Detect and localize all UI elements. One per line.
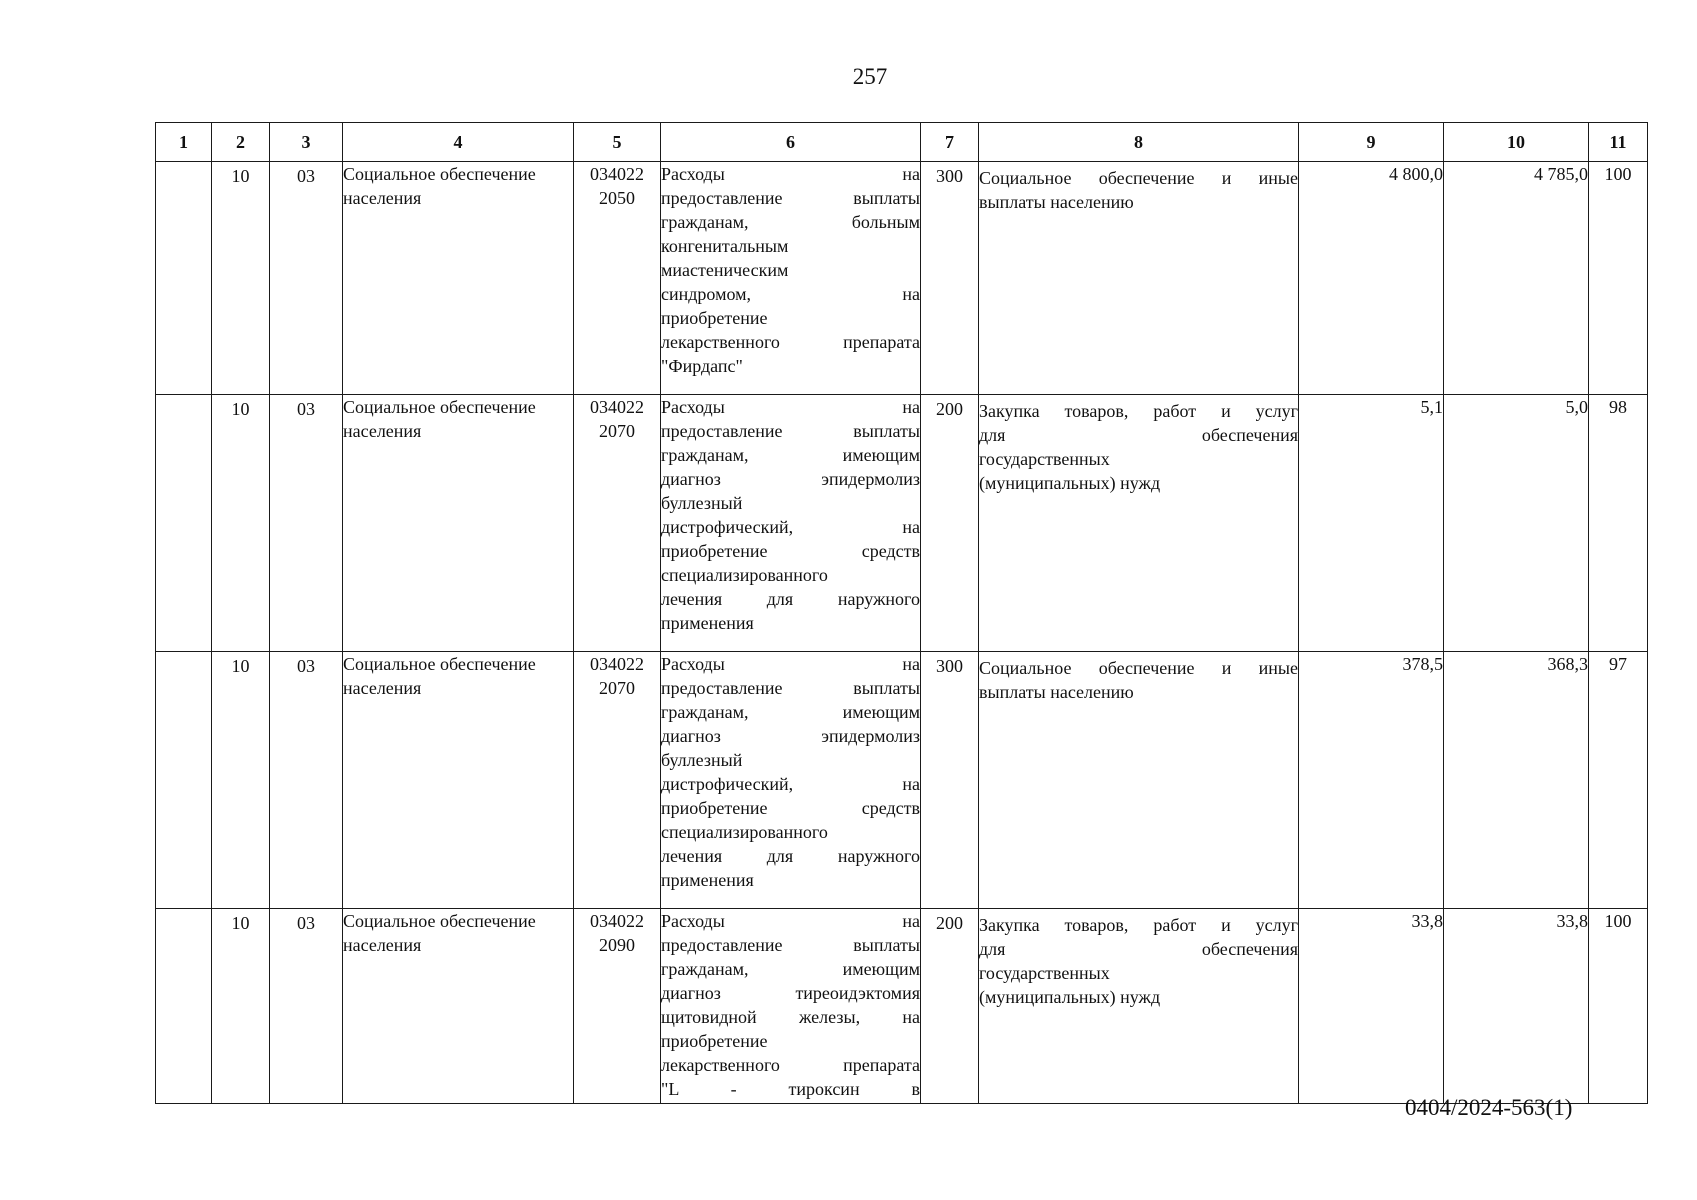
header-cell: 2 <box>212 123 270 162</box>
target-code-part: 2070 <box>599 678 635 698</box>
expense-line: Закупка товаров, работ и услуг <box>979 401 1298 421</box>
table-body <box>156 162 1648 1104</box>
description-line: "Фирдапс" <box>661 356 743 376</box>
cell-col-1 <box>156 909 212 1104</box>
target-code-part: 034022 <box>590 397 644 417</box>
target-code-part: 034022 <box>590 911 644 931</box>
cell-executed-amount: 5,0 <box>1444 395 1589 652</box>
table-row <box>156 395 1648 652</box>
description-line: буллезный <box>661 750 743 770</box>
description-line: специализированного <box>661 565 828 585</box>
expense-line: Закупка товаров, работ и услуг <box>979 915 1298 935</box>
document-code: 0404/2024-563(1) <box>1405 1095 1573 1120</box>
description-line: приобретение <box>661 1031 768 1051</box>
target-code-part: 2070 <box>599 421 635 441</box>
expense-line: (муниципальных) нужд <box>979 473 1161 493</box>
description-line: диагноз тиреоидэктомия <box>661 983 920 1003</box>
description-line: лекарственного препарата <box>661 1055 920 1075</box>
cell-section: 10 <box>212 909 270 1104</box>
budget-table <box>155 122 1648 1104</box>
description-line: гражданам, имеющим <box>661 959 920 979</box>
description-line: Расходы на <box>661 397 920 417</box>
description-line: предоставление выплаты <box>661 188 920 208</box>
cell-expense-type-name <box>979 652 1299 909</box>
description-line: диагноз эпидермолиз <box>661 726 920 746</box>
cell-subsection-name: Социальное обеспечение населения <box>343 162 574 395</box>
description-line: специализированного <box>661 822 828 842</box>
target-code-part: 2090 <box>599 935 635 955</box>
description-line: предоставление выплаты <box>661 421 920 441</box>
description-line: лекарственного препарата <box>661 332 920 352</box>
description-line: Расходы на <box>661 911 920 931</box>
description-line: миастеническим <box>661 260 789 280</box>
cell-planned-amount: 4 800,0 <box>1299 162 1444 395</box>
cell-planned-amount: 33,8 <box>1299 909 1444 1104</box>
cell-section: 10 <box>212 395 270 652</box>
description-line: лечения для наружного <box>661 589 920 609</box>
expense-line: для обеспечения <box>979 939 1298 959</box>
cell-execution-percent: 97 <box>1589 652 1648 909</box>
expense-line: выплаты населению <box>979 192 1134 212</box>
cell-execution-percent: 100 <box>1589 909 1648 1104</box>
cell-section: 10 <box>212 162 270 395</box>
target-code-part: 034022 <box>590 164 644 184</box>
cell-col-1 <box>156 652 212 909</box>
cell-subsection-name: Социальное обеспечение населения <box>343 652 574 909</box>
cell-subsection: 03 <box>270 162 343 395</box>
cell-executed-amount: 33,8 <box>1444 909 1589 1104</box>
cell-subsection: 03 <box>270 909 343 1104</box>
header-cell: 9 <box>1299 123 1444 162</box>
description-line: гражданам, имеющим <box>661 445 920 465</box>
table-row <box>156 909 1648 1104</box>
cell-section: 10 <box>212 652 270 909</box>
cell-subsection: 03 <box>270 395 343 652</box>
expense-line: Социальное обеспечение и иные <box>979 658 1298 678</box>
cell-target-code <box>574 652 661 909</box>
description-line: гражданам, больным <box>661 212 920 232</box>
header-cell: 10 <box>1444 123 1589 162</box>
cell-expense-type: 200 <box>921 909 979 1104</box>
description-line: диагноз эпидермолиз <box>661 469 920 489</box>
header-cell: 6 <box>661 123 921 162</box>
cell-col-1 <box>156 162 212 395</box>
description-line: щитовидной железы, на <box>661 1007 920 1027</box>
cell-subsection: 03 <box>270 652 343 909</box>
description-line: дистрофический, на <box>661 774 920 794</box>
header-row <box>156 123 1648 162</box>
cell-target-code <box>574 909 661 1104</box>
description-line: применения <box>661 870 754 890</box>
target-code-part: 034022 <box>590 654 644 674</box>
description-line: приобретение средств <box>661 541 920 561</box>
cell-planned-amount: 378,5 <box>1299 652 1444 909</box>
description-line: предоставление выплаты <box>661 678 920 698</box>
expense-line: для обеспечения <box>979 425 1298 445</box>
expense-line: государственных <box>979 963 1110 983</box>
cell-target-description <box>661 162 921 395</box>
cell-target-code <box>574 395 661 652</box>
cell-target-description <box>661 652 921 909</box>
cell-target-description <box>661 909 921 1104</box>
header-cell: 5 <box>574 123 661 162</box>
cell-execution-percent: 100 <box>1589 162 1648 395</box>
page-number: 257 <box>852 64 888 89</box>
header-cell: 4 <box>343 123 574 162</box>
expense-line: (муниципальных) нужд <box>979 987 1161 1007</box>
description-line: лечения для наружного <box>661 846 920 866</box>
header-cell: 3 <box>270 123 343 162</box>
description-line: Расходы на <box>661 654 920 674</box>
cell-expense-type-name <box>979 909 1299 1104</box>
cell-expense-type: 300 <box>921 162 979 395</box>
target-code-part: 2050 <box>599 188 635 208</box>
expense-line: выплаты населению <box>979 682 1134 702</box>
description-line: Расходы на <box>661 164 920 184</box>
header-cell: 8 <box>979 123 1299 162</box>
description-line: буллезный <box>661 493 743 513</box>
description-line: приобретение средств <box>661 798 920 818</box>
description-line: предоставление выплаты <box>661 935 920 955</box>
description-line: конгенитальным <box>661 236 789 256</box>
description-line: гражданам, имеющим <box>661 702 920 722</box>
cell-target-code <box>574 162 661 395</box>
description-line: приобретение <box>661 308 768 328</box>
cell-executed-amount: 4 785,0 <box>1444 162 1589 395</box>
cell-planned-amount: 5,1 <box>1299 395 1444 652</box>
cell-col-1 <box>156 395 212 652</box>
expense-line: государственных <box>979 449 1110 469</box>
description-line: синдромом, на <box>661 284 920 304</box>
description-line: дистрофический, на <box>661 517 920 537</box>
cell-expense-type: 300 <box>921 652 979 909</box>
table-row <box>156 162 1648 395</box>
cell-expense-type-name <box>979 395 1299 652</box>
cell-subsection-name: Социальное обеспечение населения <box>343 909 574 1104</box>
cell-target-description <box>661 395 921 652</box>
cell-expense-type-name <box>979 162 1299 395</box>
cell-executed-amount: 368,3 <box>1444 652 1589 909</box>
cell-subsection-name: Социальное обеспечение населения <box>343 395 574 652</box>
expense-line: Социальное обеспечение и иные <box>979 168 1298 188</box>
table-row <box>156 652 1648 909</box>
description-line: применения <box>661 613 754 633</box>
cell-expense-type: 200 <box>921 395 979 652</box>
header-cell: 11 <box>1589 123 1648 162</box>
header-cell: 1 <box>156 123 212 162</box>
cell-execution-percent: 98 <box>1589 395 1648 652</box>
header-cell: 7 <box>921 123 979 162</box>
description-line: "L - тироксин в <box>661 1079 920 1099</box>
